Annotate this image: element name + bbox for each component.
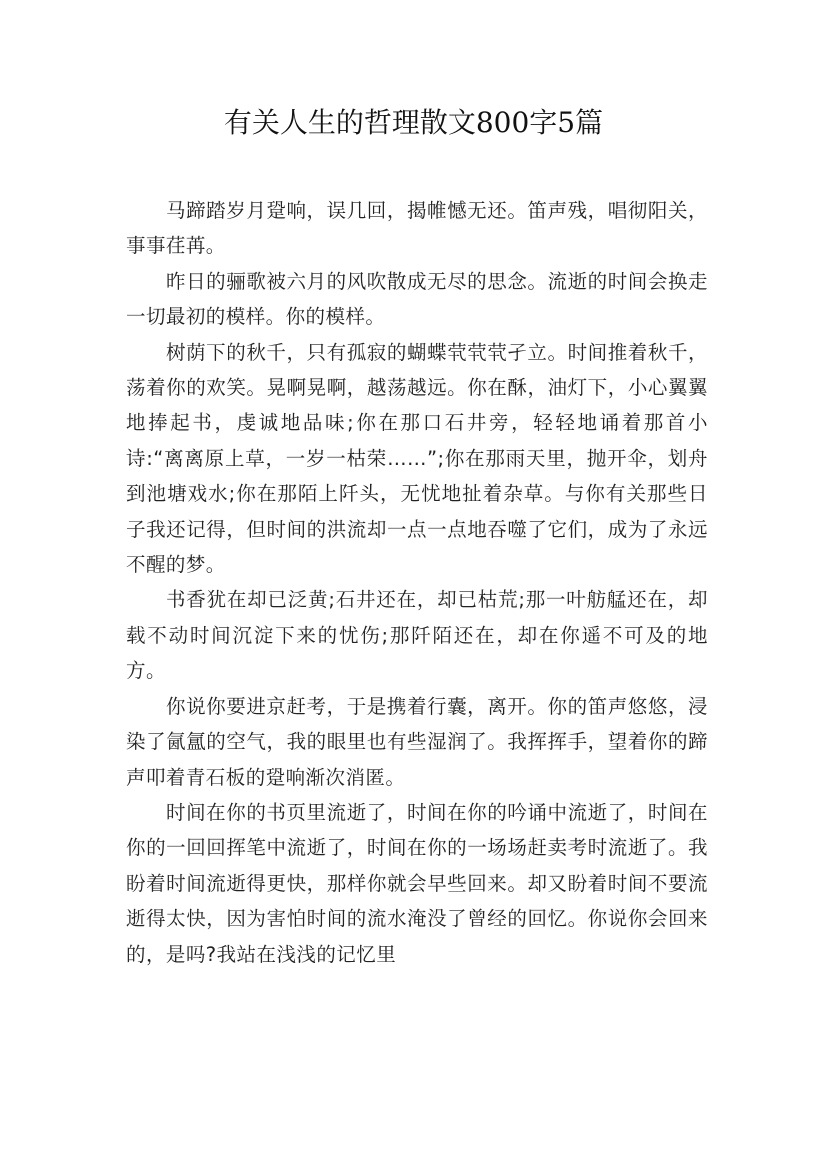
paragraph-2: 昨日的骊歌被六月的风吹散成无尽的思念。流逝的时间会换走一切最初的模样。你的模样。 bbox=[126, 269, 708, 329]
paragraph-5: 你说你要进京赶考，于是携着行囊，离开。你的笛声悠悠，浸染了氤氲的空气，我的眼里也有些湿润了。我挥挥手，望着你的蹄声叩着青石板的跫响渐次消匿。 bbox=[126, 694, 708, 789]
paragraph-4: 书香犹在却已泛黄;石井还在，却已枯荒;那一叶舫艋还在，却载不动时间沉淀下来的忧伤;那阡陌还在，却在你遥不可及的地方。 bbox=[126, 588, 708, 683]
document-title: 有关人生的哲理散文800字5篇 bbox=[223, 106, 604, 139]
paragraph-3: 树荫下的秋千，只有孤寂的蝴蝶茕茕茕孑立。时间推着秋千，荡着你的欢笑。晃啊晃啊，越荡越远。你在酥，油灯下，小心翼翼地捧起书，虔诚地品味;你在那口石井旁，轻轻地诵着那首小诗:“离离原上草，一岁一枯荣……”;你在那雨天里，抛开伞，划舟到池塘戏水;你在那陌上阡头，无忧地扯着杂草。与你有关那些日子我还记得，但时间的洪流却一点一点地吞噬了它们，成为了永远不醒的梦。 bbox=[126, 340, 708, 577]
paragraph-6: 时间在你的书页里流逝了，时间在你的吟诵中流逝了，时间在你的一回回挥笔中流逝了，时间在你的一场场赶卖考时流逝了。我盼着时间流逝得更快，那样你就会早些回来。却又盼着时间不要流逝得太快，因为害怕时间的流水淹没了曾经的回忆。你说你会回来的，是吗?我站在浅浅的记忆里 bbox=[126, 800, 708, 966]
document-body bbox=[126, 193, 708, 972]
paragraph-1: 马蹄踏岁月跫响，误几回，揭帷憾无还。笛声残，唱彻阳关，事事荏苒。 bbox=[126, 199, 708, 258]
